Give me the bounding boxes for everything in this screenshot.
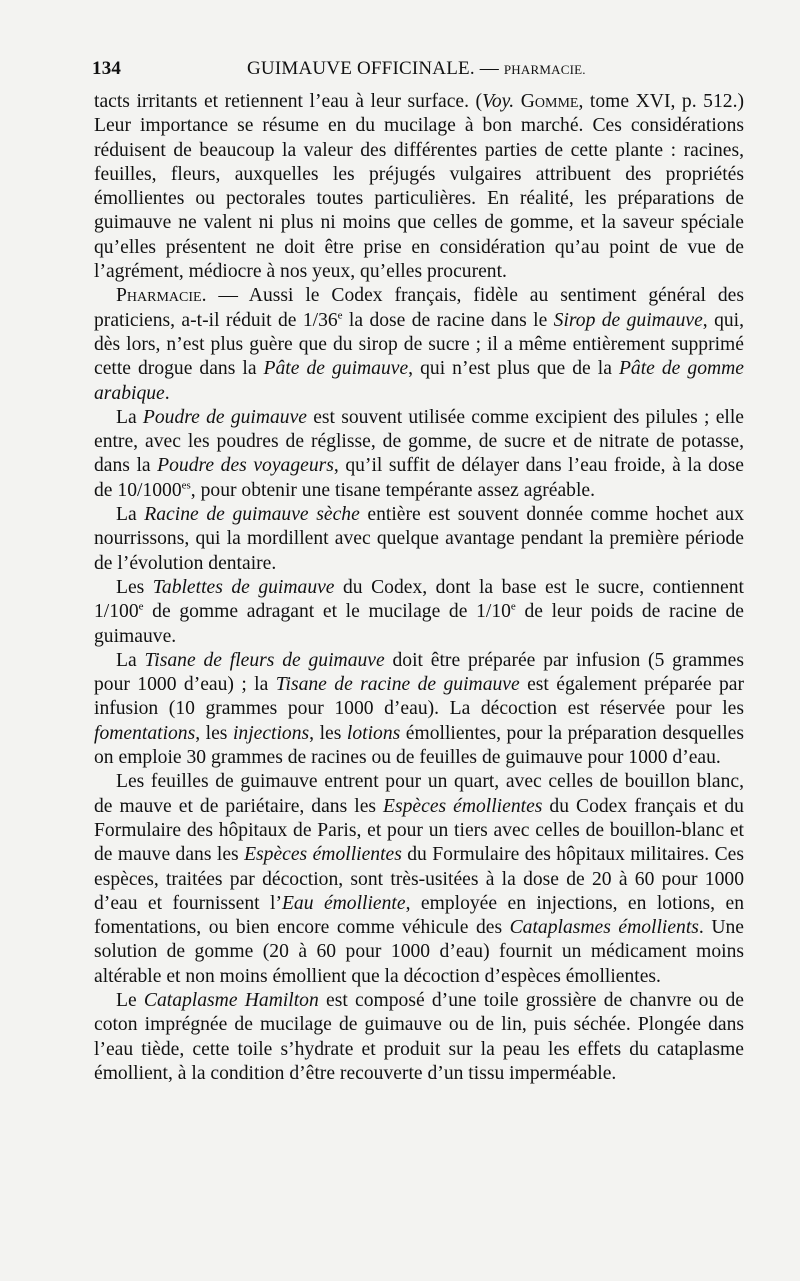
paragraph-pharmacie: Pharmacie. — Aussi le Codex français, fidèle au sentiment général des praticiens, a-t-il réduit de 1/36e la dose de racine dans le Sirop de guimauve, qui, dès lors, n’est plus guère que du sirop de sucre ; il a même entièrement supprimé cette drogue dans la Pâte de guimauve, qui n’est plus que de la Pâte de gomme arabique. <box>94 285 745 404</box>
paragraph-poudre: La Poudre de guimauve est souvent utilisée comme excipient des pilules ; elle entre, avec les poudres de réglisse, de gomme, de sucre et de nitrate de potasse, dans la Poudre des voyageurs, qu’il suffit de délayer dans l’eau froide, à la dose de $10/1000^{es}$, pour obtenir une tisane tempérante assez agréable. <box>94 406 744 501</box>
paragraph-especes: Les feuilles de guimauve entrent pour un quart, avec celles de bouillon blanc, de mauve et de pariétaire, dans les Espèces émollientes du Codex français et du Formulaire des hôpitaux de Paris, et pour un tiers avec celles de bouillon-blanc et de mauve dans les Espèces émollientes du Formulaire des hôpitaux militaires. Ces espèces, traitées par décoction, sont très-usitées à la dose de 20 à 60 pour 1000 d’eau et fournissent l’Eau émolliente, employée en injections, en lotions, en fomentations, ou bien encore comme véhicule des Cataplasmes émollients. Une solution de gomme (20 à 60 pour 1000 d’eau) fournit un médicament moins altérable et non moins émollient que la décoction d’espèces émollientes. <box>94 771 745 987</box>
paragraph-tablettes: Les Tablettes de guimauve du Codex, dont la base est le sucre, contiennent 1/100e de gomme adragant et le mucilage de 1/10e de leur poids de racine de guimauve. <box>94 576 745 647</box>
section-label: PHARMACIE. <box>503 62 586 77</box>
paragraph-racine: La Racine de guimauve sèche entière est souvent donnée comme hochet aux nourrissons, qui la mordillent avec quelque avantage pendant la première période de l’évolution dentaire. <box>94 504 744 574</box>
page-number: 134 <box>92 58 122 79</box>
running-header <box>92 58 742 88</box>
body-text <box>94 90 744 1086</box>
running-title: GUIMAUVE OFFICINALE. — PHARMACIE. <box>247 58 586 79</box>
section-heading: Pharmacie. <box>116 285 207 307</box>
paragraph-1: tacts irritants et retiennent l’eau à leur surface. (Voy. Gomme, tome XVI, p. 512.) Leur importance se résume en du mucilage à bon marché. Ces considérations réduisent de beaucoup la valeur des différentes parties de cette plante : racines, feuilles, fleurs, auxquelles les préjugés vulgaires attribuent des propriétés émollientes ou pectorales toutes particulières. En réalité, les préparations de guimauve ne valent ni plus ni moins que celles de gomme, et la saveur spéciale qu’elles présentent ne doit être prise en considération qu’au point de vue de l’agrément, médiocre à nos yeux, qu’elles procurent. <box>94 91 744 283</box>
paragraph-cataplasme: Le Cataplasme Hamilton est composé d’une toile grossière de chanvre ou de coton imprégnée de mucilage de guimauve ou de lin, puis séchée. Plongée dans l’eau tiède, cette toile s’hydrate et produit sur la peau les effets du cataplasme émollient, à la condition d’être recouverte d’un tissu imperméable. <box>94 989 744 1084</box>
paragraph-tisane: La Tisane de fleurs de guimauve doit être préparée par infusion (5 grammes pour 1000 d’eau) ; la Tisane de racine de guimauve est également préparée par infusion (10 grammes pour 1000 d’eau). La décoction est réservée pour les fomentations, les injections, les lotions émollientes, pour la préparation desquelles on emploie 30 grammes de racines ou de feuilles de guimauve pour 1000 d’eau. <box>94 649 745 769</box>
